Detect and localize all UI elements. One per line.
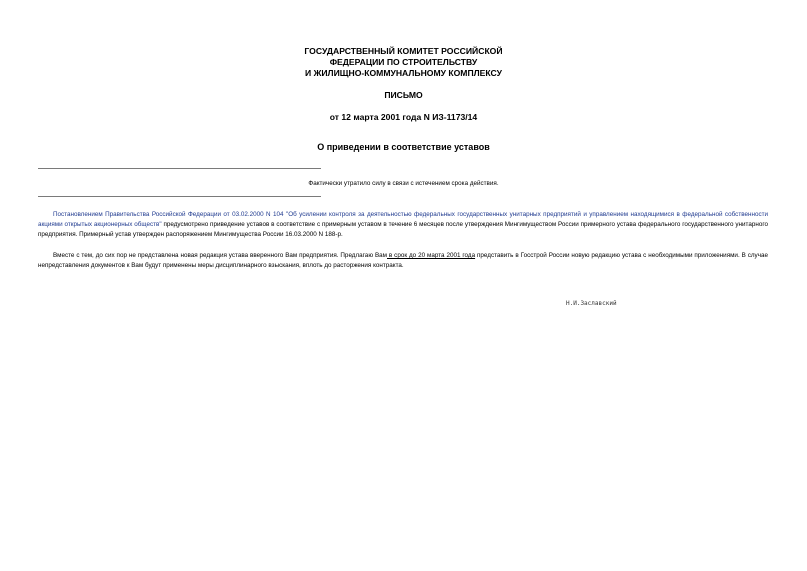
paragraph-1-text: предусмотрено приведение уставов в соответствие с примерным уставом в течение 6 месяцев после утверждения Мингимуществом России примерного устава федерального государственного унитарного предприятия. Примерный устав утвержден распоряжением Мингимущества России 16.03.2000 N 188-р.	[38, 221, 768, 238]
document-subject: О приведении в соответствие уставов	[317, 142, 490, 152]
issuing-authority: ГОСУДАРСТВЕННЫЙ КОМИТЕТ РОССИЙСКОЙ ФЕДЕРАЦИИ ПО СТРОИТЕЛЬСТВУ И ЖИЛИЩНО-КОММУНАЛЬНОМУ КОМПЛЕКСУ	[304, 46, 503, 78]
divider-top	[38, 168, 321, 169]
paragraph-2-text-before: Вместе с тем, до сих пор не представлена новая редакция устава вверенного Вам предприятия. Предлагаю Вам	[53, 252, 387, 259]
body-paragraph-1	[38, 210, 768, 240]
deadline-text: в срок до 20 марта 2001 года	[387, 252, 476, 259]
paragraph-2-text-after: представить в Госстрой России новую редакцию устава с необходимыми приложениями. В случае непредставления документов к Вам будут применены меры дисциплинарного взыскания, вплоть до расторжения контракта.	[38, 252, 768, 269]
document-type: ПИСЬМО	[384, 90, 423, 100]
status-note: Фактически утратило силу в связи с истечением срока действия.	[308, 180, 499, 187]
resolution-link[interactable]: Постановлением Правительства Российской Федерации от 03.02.2000 N 104 "Об усилении контроля за деятельностью федеральных государственных унитарных предприятий и управлением находящимися в федеральной собственности акциями открытых акционерных обществ"	[38, 211, 768, 228]
document-date-number: от 12 марта 2001 года N ИЗ-1173/14	[329, 112, 478, 122]
divider-bottom	[38, 196, 321, 197]
body-paragraph-2	[38, 251, 768, 271]
signature: Н.И.Заславский	[566, 300, 617, 307]
